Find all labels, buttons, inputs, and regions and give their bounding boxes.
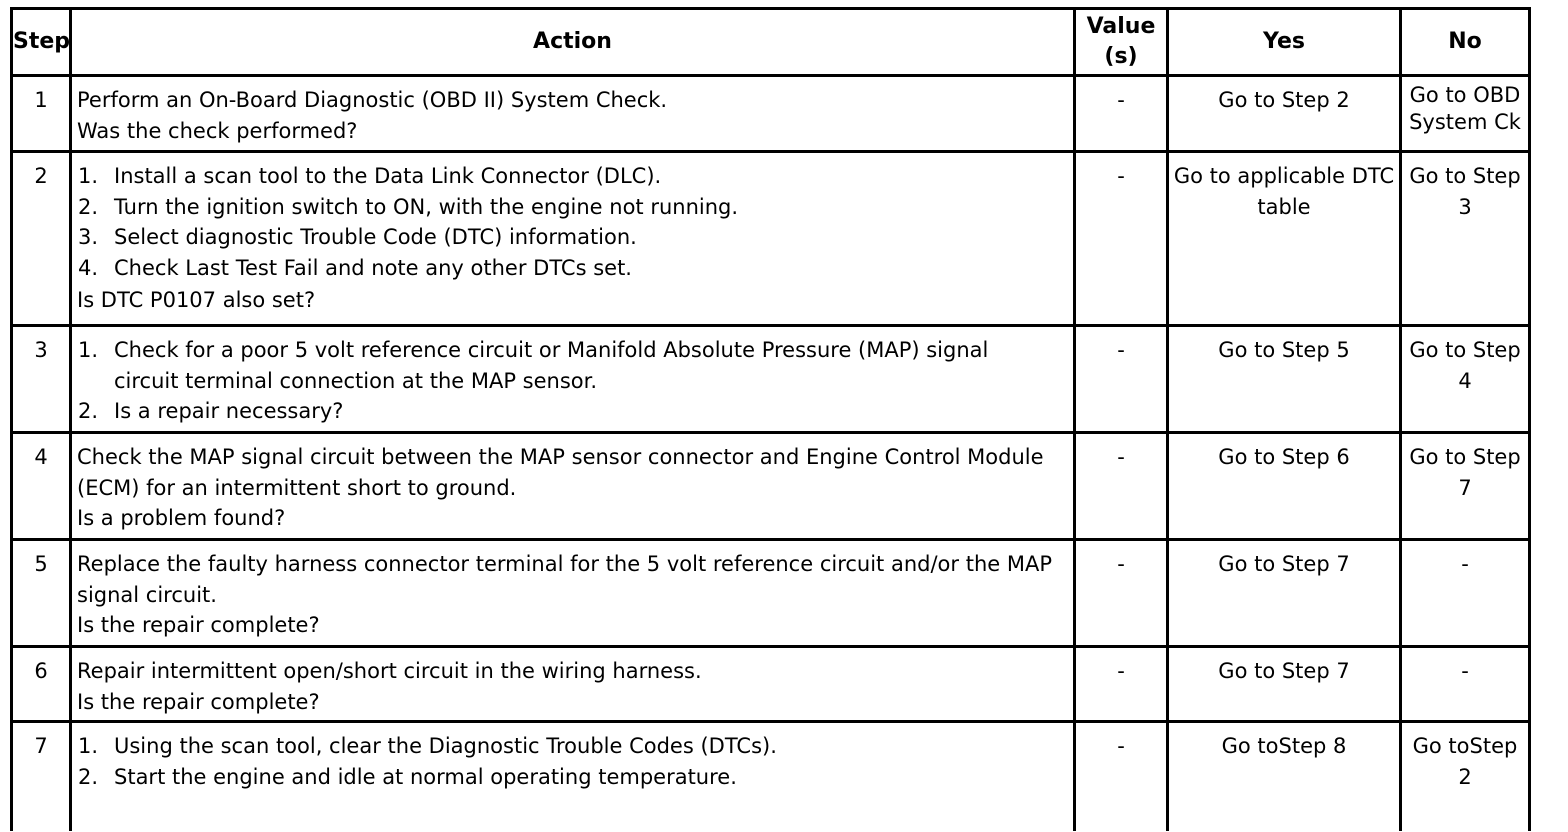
action-line: Is a problem found?	[77, 506, 286, 530]
action-substeps	[77, 731, 1067, 792]
action-line: Replace the faulty harness connector terminal for the 5 volt reference circuit and/or the MAP	[77, 552, 1052, 576]
step-number: 1	[12, 76, 71, 152]
value-cell: -	[1075, 76, 1168, 152]
substep	[77, 253, 1067, 284]
value-cell: -	[1075, 540, 1168, 647]
substep-number: 4.	[78, 255, 99, 280]
yes-cell: Go toStep 8	[1168, 722, 1401, 832]
no-line: Go toStep	[1412, 734, 1518, 758]
no-line: 3	[1458, 194, 1472, 219]
substep-text: Is a repair necessary?	[114, 399, 344, 423]
action-line: Was the check performed?	[77, 118, 358, 143]
action-line: Is the repair complete?	[77, 689, 320, 714]
substep	[77, 192, 1067, 223]
substep-number: 2.	[78, 399, 99, 423]
substep-text: Turn the ignition switch to ON, with the engine not running.	[114, 194, 739, 219]
table-row-step-4	[12, 433, 1530, 540]
value-cell: -	[1075, 152, 1168, 326]
action-cell	[71, 433, 1075, 540]
table-row-step-6	[12, 647, 1530, 722]
substep-text: Check for a poor 5 volt reference circuit or Manifold Absolute Pressure (MAP) signal circuit terminal connection at the MAP sensor.	[114, 338, 989, 393]
header-row	[12, 9, 1530, 76]
action-cell	[71, 722, 1075, 832]
no-cell	[1401, 722, 1530, 832]
table-row-step-3	[12, 326, 1530, 433]
substep-text: Using the scan tool, clear the Diagnostic Trouble Codes (DTCs).	[114, 734, 777, 758]
value-cell: -	[1075, 433, 1168, 540]
no-cell: -	[1401, 647, 1530, 722]
action-line: (ECM) for an intermittent short to ground.	[77, 475, 517, 500]
no-line: Go to Step	[1409, 445, 1521, 469]
no-line: Go to Step	[1409, 338, 1521, 362]
step-number: 3	[12, 326, 71, 433]
header-value-line1: Value	[1086, 14, 1156, 39]
header-no: No	[1401, 9, 1530, 76]
action-line: Repair intermittent open/short circuit in the wiring harness.	[77, 659, 702, 683]
yes-cell: Go to Step 7	[1168, 647, 1401, 722]
value-cell: -	[1075, 722, 1168, 832]
no-line: System Ck	[1409, 110, 1521, 134]
substep	[77, 396, 1067, 427]
action-question: Is DTC P0107 also set?	[77, 288, 316, 312]
substep-number: 1.	[78, 338, 99, 362]
no-line: 7	[1458, 475, 1472, 500]
yes-cell: Go to Step 7	[1168, 540, 1401, 647]
no-cell	[1401, 152, 1530, 326]
step-number: 6	[12, 647, 71, 722]
table-row-step-2	[12, 152, 1530, 326]
substep-number: 3.	[78, 225, 99, 249]
table-row-step-1	[12, 76, 1530, 152]
no-cell	[1401, 326, 1530, 433]
action-line: signal circuit.	[77, 582, 217, 607]
diagnostic-steps-table	[10, 7, 1531, 831]
action-line: Check the MAP signal circuit between the MAP sensor connector and Engine Control Module	[77, 445, 1044, 469]
action-cell	[71, 326, 1075, 433]
yes-cell: Go to Step 2	[1168, 76, 1401, 152]
action-line: Is the repair complete?	[77, 613, 320, 637]
substep-text: Start the engine and idle at normal operating temperature.	[114, 764, 737, 789]
no-line: 2	[1458, 764, 1472, 789]
substep-text: Install a scan tool to the Data Link Connector (DLC).	[114, 164, 662, 188]
table-row-step-5	[12, 540, 1530, 647]
step-number: 2	[12, 152, 71, 326]
action-cell	[71, 647, 1075, 722]
no-cell	[1401, 433, 1530, 540]
header-action: Action	[71, 9, 1075, 76]
yes-line: table	[1257, 194, 1311, 219]
yes-line: Go to applicable DTC	[1173, 164, 1395, 188]
yes-cell	[1168, 152, 1401, 326]
header-yes: Yes	[1168, 9, 1401, 76]
substep	[77, 731, 1067, 762]
action-cell	[71, 152, 1075, 326]
substep-number: 2.	[78, 194, 99, 219]
action-substeps	[77, 161, 1067, 283]
action-line: Perform an On-Board Diagnostic (OBD II) System Check.	[77, 88, 668, 112]
no-line: 4	[1458, 368, 1472, 393]
action-substeps	[77, 335, 1067, 427]
yes-cell: Go to Step 6	[1168, 433, 1401, 540]
step-number: 5	[12, 540, 71, 647]
no-line: Go to OBD	[1409, 83, 1521, 107]
substep	[77, 335, 1067, 396]
header-value	[1075, 9, 1168, 76]
value-cell: -	[1075, 326, 1168, 433]
header-step: Step	[12, 9, 71, 76]
no-line: Go to Step	[1409, 164, 1521, 188]
substep-text: Select diagnostic Trouble Code (DTC) information.	[114, 225, 637, 249]
substep-text: Check Last Test Fail and note any other DTCs set.	[114, 255, 632, 280]
action-cell	[71, 540, 1075, 647]
table-row-step-7	[12, 722, 1530, 832]
yes-cell: Go to Step 5	[1168, 326, 1401, 433]
substep-number: 2.	[78, 764, 99, 789]
header-value-line2: (s)	[1104, 44, 1138, 69]
no-cell	[1401, 76, 1530, 152]
step-number: 7	[12, 722, 71, 832]
diagnostic-table	[10, 7, 1528, 831]
step-number: 4	[12, 433, 71, 540]
no-cell: -	[1401, 540, 1530, 647]
value-cell: -	[1075, 647, 1168, 722]
substep-number: 1.	[78, 734, 99, 758]
substep-number: 1.	[78, 164, 99, 188]
substep	[77, 222, 1067, 253]
substep	[77, 762, 1067, 793]
substep	[77, 161, 1067, 192]
action-cell	[71, 76, 1075, 152]
